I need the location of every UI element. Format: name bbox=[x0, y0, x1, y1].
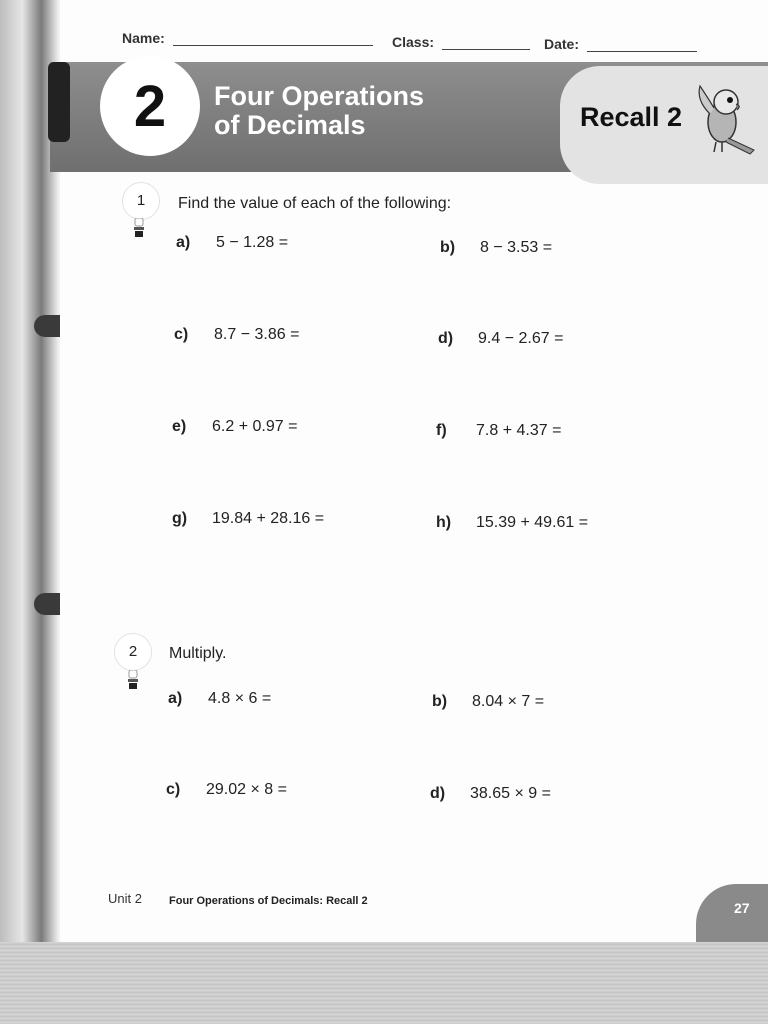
chapter-title bbox=[214, 82, 424, 140]
name-label: Name: bbox=[122, 30, 165, 46]
date-label: Date: bbox=[544, 36, 580, 52]
question1-item: a) 5 − 1.28 = bbox=[176, 234, 289, 251]
question1-item: e) 6.2 + 0.97 = bbox=[172, 418, 298, 435]
name-field[interactable] bbox=[122, 30, 373, 46]
class-label: Class: bbox=[392, 34, 435, 50]
chapter-title-line1: Four Operations bbox=[214, 81, 425, 111]
banner-edge bbox=[48, 62, 70, 142]
page-number: 27 bbox=[734, 900, 750, 916]
footer-unit: Unit 2 bbox=[108, 891, 142, 906]
question1-item: b) 8 − 3.53 = bbox=[440, 239, 553, 256]
date-field[interactable] bbox=[544, 36, 697, 52]
question2-item: c) 29.02 × 8 = bbox=[166, 781, 287, 798]
question1-instruction: Find the value of each of the following: bbox=[178, 195, 452, 212]
question-number: 2 bbox=[114, 633, 152, 671]
lightbulb-icon bbox=[132, 218, 146, 240]
footer-title: Four Operations of Decimals: Recall 2 bbox=[169, 895, 368, 907]
worksheet-page bbox=[60, 0, 768, 942]
question1-item: g) 19.84 + 28.16 = bbox=[172, 510, 325, 527]
question2-item: d) 38.65 × 9 = bbox=[430, 785, 551, 802]
recall-label: Recall 2 bbox=[580, 102, 683, 132]
lightbulb-icon bbox=[126, 670, 140, 692]
chapter-number: 2 bbox=[100, 56, 200, 156]
chapter-title-line2: of Decimals bbox=[214, 110, 366, 140]
question1-item: c) 8.7 − 3.86 = bbox=[174, 326, 300, 343]
question2-instruction: Multiply. bbox=[169, 645, 227, 662]
page-tab bbox=[696, 884, 768, 942]
question2-item: b) 8.04 × 7 = bbox=[432, 693, 545, 710]
scan-edge bbox=[0, 942, 768, 1024]
question-number: 1 bbox=[122, 182, 160, 220]
question1-item: f) 7.8 + 4.37 = bbox=[436, 422, 562, 439]
question1-item: h) 15.39 + 49.61 = bbox=[436, 514, 589, 531]
class-field[interactable] bbox=[392, 34, 530, 50]
question1-item: d) 9.4 − 2.67 = bbox=[438, 330, 564, 347]
parrot-icon bbox=[688, 80, 758, 160]
question2-item: a) 4.8 × 6 = bbox=[168, 690, 272, 707]
